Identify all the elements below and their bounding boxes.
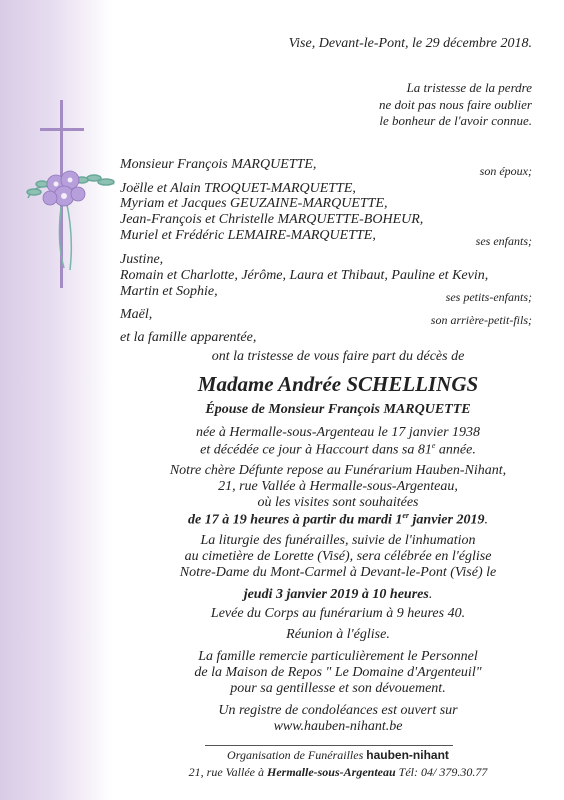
family-child-3: Jean-François et Christelle MARQUETTE-BOHEUR, [120, 212, 424, 227]
footer-divider [205, 745, 453, 746]
relation-great-grandchild: son arrière-petit-fils; [430, 313, 532, 327]
quote-line-2: ne doit pas nous faire oublier [379, 97, 532, 112]
deceased-death: et décédée ce jour à Haccourt dans sa 81e année. [200, 441, 476, 458]
family-child-1: Joëlle et Alain TROQUET-MARQUETTE, [120, 181, 356, 196]
funeral-date: jeudi 3 janvier 2019 à 10 heures. [243, 587, 433, 602]
reunion-eglise: Réunion à l'église. [286, 627, 390, 642]
thanks-line-1: La famille remercie particulièrement le Personnel [198, 649, 478, 664]
register-website-link[interactable]: www.hauben-nihant.be [273, 719, 403, 734]
thanks-line-3: pour sa gentillesse et son dévouement. [230, 681, 446, 696]
family-spouse: Monsieur François MARQUETTE, [120, 157, 317, 172]
visit-hours: de 17 à 19 heures à partir du mardi 1er janvier 2019. [188, 511, 488, 528]
family-grandchild-3: Martin et Sophie, [120, 284, 218, 299]
family-extended: et la famille apparentée, [120, 330, 257, 345]
place-date: Vise, Devant-le-Pont, le 29 décembre 2018. [288, 36, 532, 51]
brand-logo: hauben-nihant [366, 748, 449, 762]
funeral-line-3: Notre-Dame du Mont-Carmel à Devant-le-Pont (Visé) le [179, 565, 497, 580]
levee-du-corps: Levée du Corps au funérarium à 9 heures 40. [210, 606, 466, 621]
footer-organisation: Organisation de Funérailles hauben-nihant [227, 748, 449, 762]
family-grandchild-1: Justine, [120, 252, 164, 267]
rest-line-1: Notre chère Défunte repose au Funérarium Hauben-Nihant, [169, 463, 507, 478]
family-child-4: Muriel et Frédéric LEMAIRE-MARQUETTE, [120, 228, 376, 243]
deceased-name: Madame Andrée SCHELLINGS [197, 372, 479, 396]
rest-line-3: où les visites sont souhaitées [257, 495, 419, 510]
register-line: Un registre de condoléances est ouvert sur [218, 703, 458, 718]
rest-line-2: 21, rue Vallée à Hermalle-sous-Argenteau, [218, 479, 458, 494]
announcement: ont la tristesse de vous faire part du décès de [211, 349, 465, 364]
family-child-2: Myriam et Jacques GEUZAINE-MARQUETTE, [120, 196, 388, 211]
footer-address: 21, rue Vallée à Hermalle-sous-Argenteau Tél: 04/ 379.30.77 [188, 765, 488, 779]
relation-children: ses enfants; [475, 234, 532, 248]
quote-line-1: La tristesse de la perdre [406, 80, 532, 95]
relation-spouse: son époux; [479, 164, 532, 178]
quote-line-3: le bonheur de l'avoir connue. [379, 113, 532, 128]
cross-with-flowers-icon [26, 100, 118, 290]
thanks-line-2: de la Maison de Repos " Le Domaine d'Argenteuil" [194, 665, 482, 680]
funeral-line-1: La liturgie des funérailles, suivie de l'inhumation [200, 533, 476, 548]
funeral-line-2: au cimetière de Lorette (Visé), sera célébrée en l'église [184, 549, 492, 564]
relation-grandchildren: ses petits-enfants; [445, 290, 532, 304]
family-grandchild-2: Romain et Charlotte, Jérôme, Laura et Thibaut, Pauline et Kevin, [120, 268, 489, 283]
deceased-birth: née à Hermalle-sous-Argenteau le 17 janvier 1938 [195, 425, 481, 440]
deceased-spouse: Épouse de Monsieur François MARQUETTE [205, 402, 471, 417]
family-great-grandchild: Maël, [120, 307, 153, 322]
